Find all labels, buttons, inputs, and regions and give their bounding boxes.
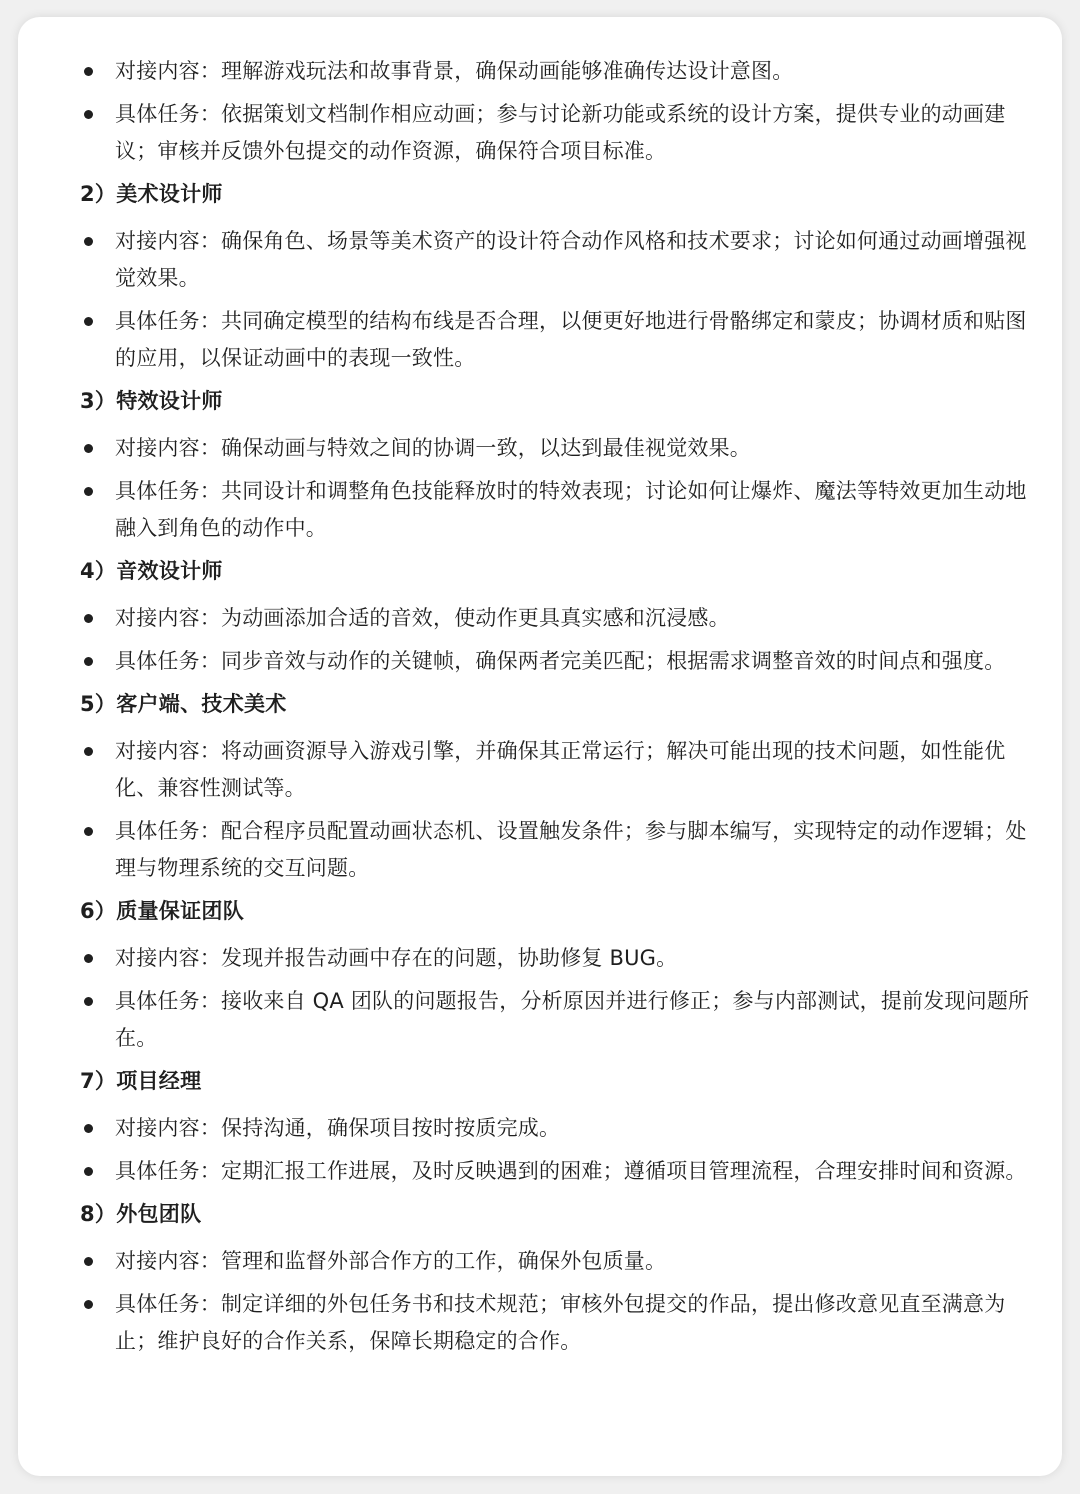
section-5 — [80, 686, 1040, 887]
bullet-dot-icon — [84, 997, 93, 1006]
list-item: 具体任务：配合程序员配置动画状态机、设置触发条件；参与脚本编写，实现特定的动作逻辑；处理与物理系统的交互问题。 — [80, 813, 1040, 887]
section-heading: 8）外包团队 — [80, 1202, 202, 1226]
section-heading: 3）特效设计师 — [80, 389, 223, 413]
list-item: 具体任务：依据策划文档制作相应动画；参与讨论新功能或系统的设计方案，提供专业的动画建议；审核并反馈外包提交的动作资源，确保符合项目标准。 — [80, 96, 1040, 170]
list-item: 对接内容：为动画添加合适的音效，使动作更具真实感和沉浸感。 — [80, 600, 1040, 637]
list-item: 对接内容：确保角色、场景等美术资产的设计符合动作风格和技术要求；讨论如何通过动画增强视觉效果。 — [80, 223, 1040, 297]
list-item: 具体任务：共同确定模型的结构布线是否合理，以便更好地进行骨骼绑定和蒙皮；协调材质和贴图的应用，以保证动画中的表现一致性。 — [80, 303, 1040, 377]
bullet-dot-icon — [84, 1124, 93, 1133]
document-body — [80, 53, 1040, 1366]
document-card — [18, 17, 1062, 1476]
list-item: 具体任务：接收来自 QA 团队的问题报告，分析原因并进行修正；参与内部测试，提前发现问题所在。 — [80, 983, 1040, 1057]
list-item: 具体任务：同步音效与动作的关键帧，确保两者完美匹配；根据需求调整音效的时间点和强度。 — [80, 643, 1040, 680]
list-item: 对接内容：将动画资源导入游戏引擎，并确保其正常运行；解决可能出现的技术问题，如性能优化、兼容性测试等。 — [80, 733, 1040, 807]
list-item: 具体任务：定期汇报工作进展，及时反映遇到的困难；遵循项目管理流程，合理安排时间和资源。 — [80, 1153, 1040, 1190]
list-item: 对接内容：管理和监督外部合作方的工作，确保外包质量。 — [80, 1243, 1040, 1280]
list-item: 对接内容：确保动画与特效之间的协调一致，以达到最佳视觉效果。 — [80, 430, 1040, 467]
section-heading: 2）美术设计师 — [80, 182, 223, 206]
bullet-dot-icon — [84, 827, 93, 836]
section-heading: 7）项目经理 — [80, 1069, 202, 1093]
bullet-dot-icon — [84, 110, 93, 119]
section-3 — [80, 383, 1040, 547]
bullet-dot-icon — [84, 657, 93, 666]
list-item: 对接内容：发现并报告动画中存在的问题，协助修复 BUG。 — [80, 940, 1040, 977]
section-heading: 4）音效设计师 — [80, 559, 223, 583]
bullet-dot-icon — [84, 1167, 93, 1176]
section-7 — [80, 1063, 1040, 1190]
section-heading: 6）质量保证团队 — [80, 899, 245, 923]
section-heading: 5）客户端、技术美术 — [80, 692, 287, 716]
bullet-dot-icon — [84, 317, 93, 326]
list-item: 具体任务：共同设计和调整角色技能释放时的特效表现；讨论如何让爆炸、魔法等特效更加生动地融入到角色的动作中。 — [80, 473, 1040, 547]
bullet-dot-icon — [84, 614, 93, 623]
bullet-dot-icon — [84, 1257, 93, 1266]
section-1 — [80, 53, 1040, 170]
section-8 — [80, 1196, 1040, 1360]
bullet-dot-icon — [84, 1300, 93, 1309]
list-item: 对接内容：理解游戏玩法和故事背景，确保动画能够准确传达设计意图。 — [80, 53, 1040, 90]
list-item: 具体任务：制定详细的外包任务书和技术规范；审核外包提交的作品，提出修改意见直至满意为止；维护良好的合作关系，保障长期稳定的合作。 — [80, 1286, 1040, 1360]
section-2 — [80, 176, 1040, 377]
bullet-dot-icon — [84, 67, 93, 76]
section-4 — [80, 553, 1040, 680]
bullet-dot-icon — [84, 444, 93, 453]
bullet-dot-icon — [84, 237, 93, 246]
bullet-dot-icon — [84, 747, 93, 756]
bullet-dot-icon — [84, 954, 93, 963]
bullet-dot-icon — [84, 487, 93, 496]
list-item: 对接内容：保持沟通，确保项目按时按质完成。 — [80, 1110, 1040, 1147]
section-6 — [80, 893, 1040, 1057]
